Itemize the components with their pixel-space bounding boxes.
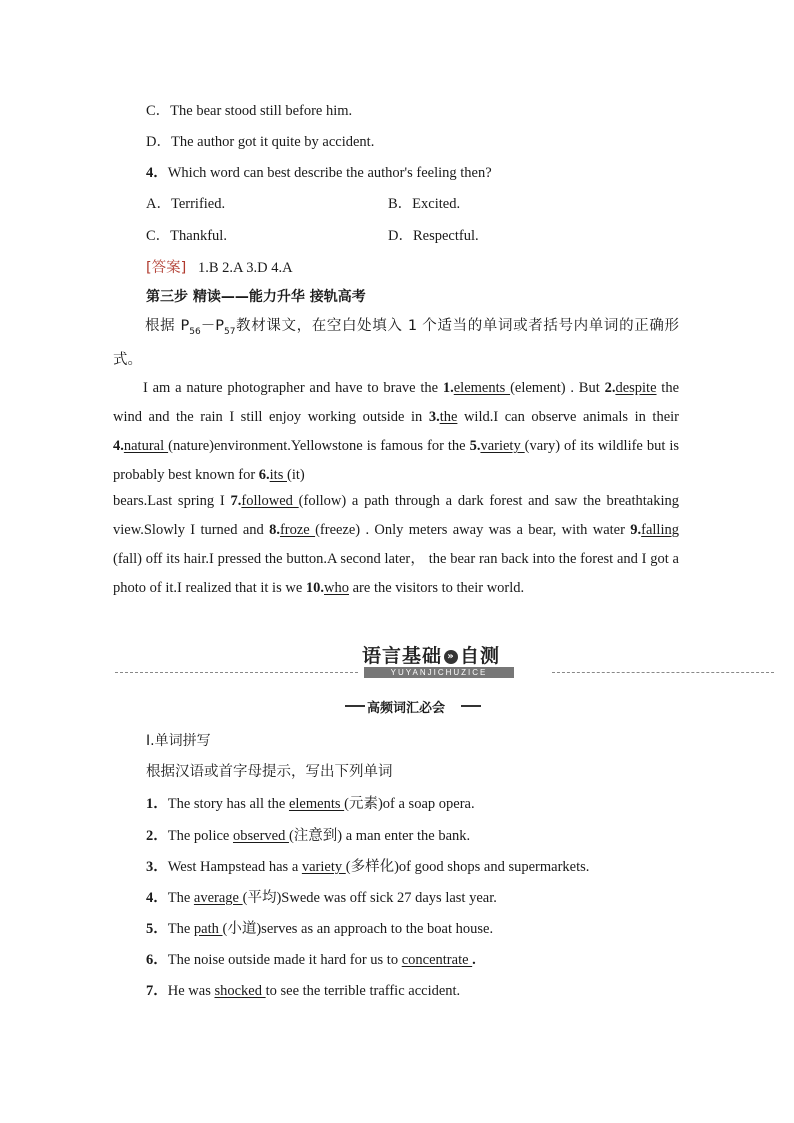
passage-paragraph-1: I am a nature photographer and have to brave the 1.elements (element) . But 2.despite the wind and the rain I still enjoy working outside in 3.the wild.I can observe animals in their 4.natural (nature)environment.Yellowstone is famous for the 5.variety (vary) of its wildlife but is probably best known for 6.its (it) bbox=[113, 380, 680, 483]
blank-6: its bbox=[269, 467, 287, 483]
item-6: 6．The noise outside made it hard for us to concentrate . bbox=[146, 952, 476, 968]
blank-8: froze bbox=[279, 522, 316, 538]
q4-option-b: B．Excited. bbox=[388, 196, 461, 212]
item-2: 2．The police observed (注意到) a man enter the bank. bbox=[146, 828, 471, 844]
item-5: 5．The path (小道)serves as an approach to the boat house. bbox=[146, 921, 494, 937]
blank-1: elements bbox=[453, 380, 511, 396]
option-d: D．The author got it quite by accident. bbox=[146, 134, 375, 150]
double-arrow-icon: » bbox=[444, 650, 458, 664]
divider-right bbox=[552, 672, 774, 673]
blank-4: natural bbox=[123, 438, 169, 454]
question-4: 4．Which word can best describe the author's feeling then? bbox=[146, 165, 492, 181]
item-7: 7．He was shocked to see the terrible traffic accident. bbox=[146, 983, 461, 999]
banner-subtitle: YUYANJICHUZICE bbox=[364, 667, 514, 678]
q4-option-d: D．Respectful. bbox=[388, 228, 479, 244]
subheading-bar-left bbox=[345, 705, 365, 707]
section1-instruction: 根据汉语或首字母提示，写出下列单词 bbox=[146, 764, 393, 780]
passage-paragraph-2: bears.Last spring I 7.followed (follow) a path through a dark forest and saw the breathtaking view.Slowly I turned and 8.froze (freeze) . Only meters away was a bear, with water 9.falling (fall) off its hair.I pressed the button.A second later， the bear ran back into the forest and I got a photo of it.I realized that it is we 10.who are the visitors to their world. bbox=[113, 493, 680, 596]
blank-10: who bbox=[324, 580, 349, 596]
subheading-text: 高频词汇必会 bbox=[367, 701, 446, 716]
blank-9: falling bbox=[641, 522, 679, 538]
blank-5: variety bbox=[480, 438, 525, 454]
subheading-box bbox=[345, 697, 481, 715]
item-4: 4．The average (平均)Swede was off sick 27 days last year. bbox=[146, 890, 497, 906]
step3-heading: 第三步 精读——能力升华 接轨高考 bbox=[146, 289, 366, 305]
answer-tag: [答案] bbox=[146, 260, 187, 276]
q4-option-a: A．Terrified. bbox=[146, 196, 226, 212]
option-c: C．The bear stood still before him. bbox=[146, 103, 353, 119]
section-banner bbox=[360, 641, 550, 679]
blank-7: followed bbox=[241, 493, 299, 509]
item-1: 1．The story has all the elements (元素)of a soap opera. bbox=[146, 796, 475, 812]
answer-key: [答案] 1.B 2.A 3.D 4.A bbox=[146, 260, 293, 276]
section1-title: Ⅰ.单词拼写 bbox=[146, 733, 211, 749]
subheading-bar-right bbox=[461, 705, 481, 707]
banner-title: 语言基础 » 自测 bbox=[362, 645, 501, 667]
q4-option-c: C．Thankful. bbox=[146, 228, 227, 244]
item-3: 3．West Hampstead has a variety (多样化)of good shops and supermarkets. bbox=[146, 859, 590, 875]
blank-2: despite bbox=[615, 380, 657, 396]
blank-3: the bbox=[439, 409, 458, 425]
instruction-text: 根据 $P_{56}-P_{57}$教材课文，在空白处填入 1 个适当的单词或者括号内单词的正确形式。 bbox=[113, 318, 679, 368]
divider-left bbox=[115, 672, 358, 673]
